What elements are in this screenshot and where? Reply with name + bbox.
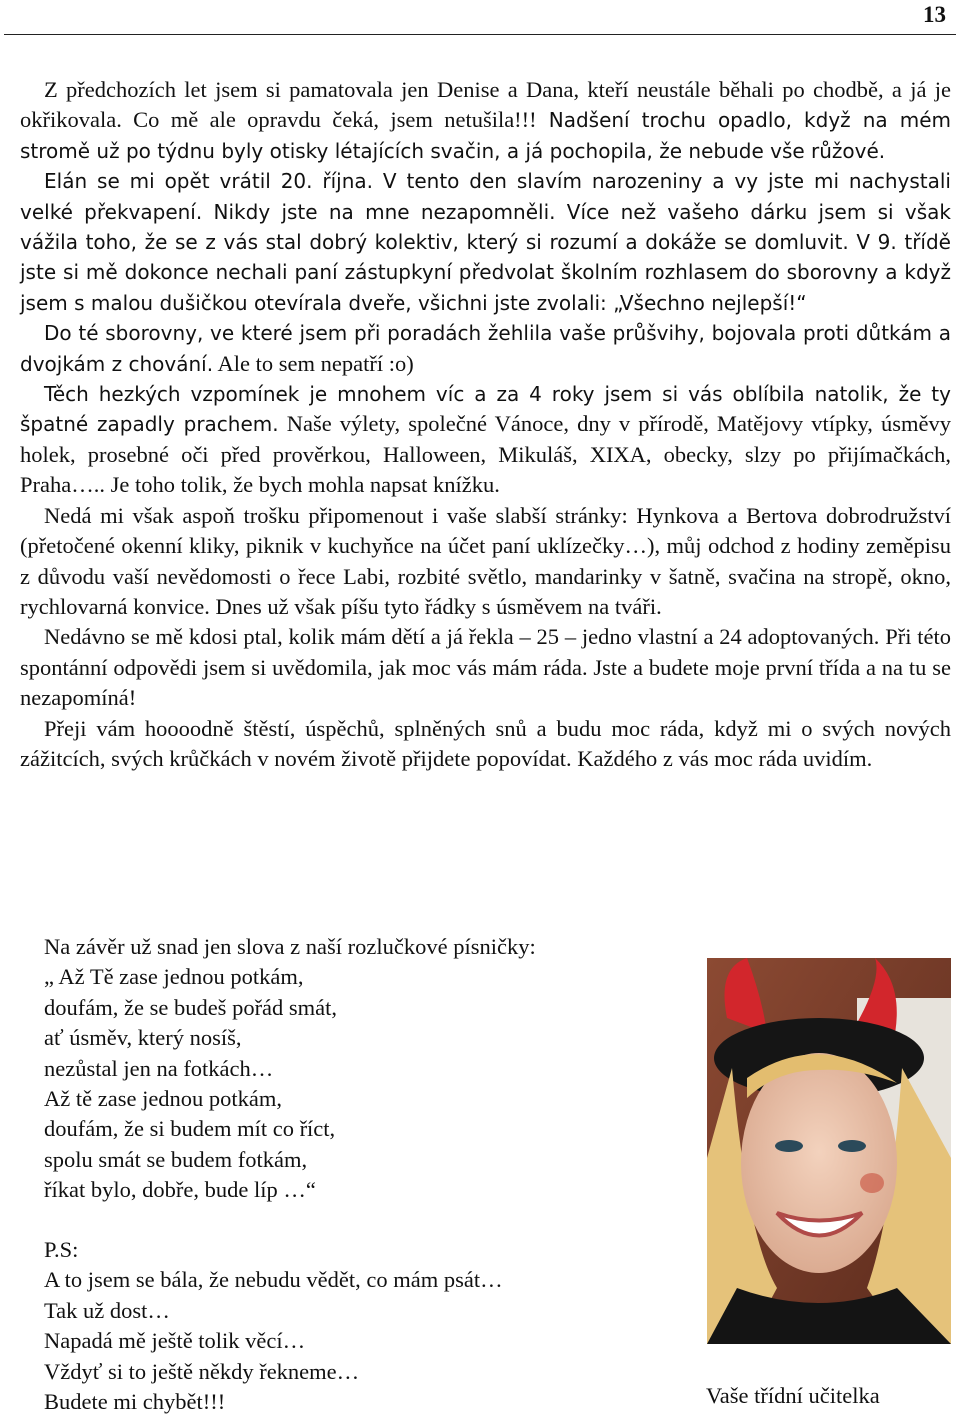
paragraph-segment: Do té sborovny, ve které jsem při poradách žehlila vaše průšvihy, bojovala proti důtkám a dvojkám z chování. (20, 321, 951, 376)
paragraph-segment: třídě jste si mě dokonce nechali paní zástupkyní předvolat školním rozhlasem do sborovny a když jsem s malou dušičkou otevírala dveře, všichni jste zvolali: „Všechno nejlepší!“ (20, 230, 951, 315)
paragraph (20, 75, 951, 166)
paragraph (20, 166, 951, 318)
song-line: „ Až Tě zase jednou potkám, (44, 964, 304, 990)
paragraph (20, 318, 951, 379)
paragraph-segment: Naše výlety, společné Vánoce, dny v přírodě, Matějovy vtípky, úsměvy holek, prosebné oči před prověrkou, Halloween, Mikuláš, XIXA, obecky, slzy po přijímačkách, Praha….. Je toho tolik, že bych mohla napsat knížku. (20, 411, 951, 498)
postscript-heading: P.S: (44, 1237, 79, 1262)
postscript-line: Budete mi chybět!!! (44, 1389, 226, 1415)
postscript-line: Napadá mě ještě tolik věcí… (44, 1328, 306, 1354)
song-line: spolu smát se budem fotkám, (44, 1146, 308, 1172)
song-lyrics (44, 932, 684, 1206)
postscript-line: A to jsem se bála, že nebudu vědět, co mám psát… (44, 1267, 503, 1293)
paragraph (20, 379, 951, 501)
paragraph-segment: Těch hezkých vzpomínek je mnohem víc a za 4 roky jsem si vás oblíbila natolik, že ty špatné zapadly prachem. (20, 382, 951, 437)
song-intro: Na závěr už snad jen slova z naší rozlučkové písničky: (44, 934, 536, 959)
paragraph-segment: Nedávno se mě kdosi ptal, kolik mám dětí a já řekla – 25 – jedno vlastní a 24 adoptovaných. Při této spontánní odpovědi jsem si uvědomila, jak moc vás mám ráda. Jste a budete moje první třída a na tu se nezapomíná! (20, 624, 951, 711)
paragraph-segment: Nedá mi však aspoň trošku připomenout i vaše slabší stránky: Hynkova a Bertova dobrodružství (přetočené okenní kliky, piknik v kuchyňce na účet paní uklízečky…), můj odchod z hodiny zeměpisu z důvodu vaší nevědomosti o řece Labi, rozbité světlo, mandarinky v šatně, svačina na stropě, okno, rychlovarná konvice. Dnes už však píšu tyto řádky s úsměvem na tváři. (20, 502, 951, 619)
paragraph (20, 501, 951, 623)
paragraph-segment: Elán se mi opět vrátil 20. října. V tento den slavím narozeniny a vy jste mi nachystali velké překvapení. Nikdy jste na mne nezapomněli. Více než vašeho dárku jsem si však vážila toho, že se z vás stal dobrý kolektiv, který si rozumí a dokáže se domluvit. V 9. (20, 169, 951, 255)
teacher-photo (707, 958, 951, 1344)
song-line: doufám, že si budem mít co říct, (44, 1116, 336, 1142)
postscript-line: Tak už dost… (44, 1297, 170, 1323)
header-rule (4, 34, 956, 35)
song-lines (44, 962, 684, 1205)
paragraph-segment: Z předchozích let jsem si pamatovala jen Denise a Dana, kteří neustále běhali po chodbě, a já je okřikovala. Co mě ale opravdu čeká, jsem netušila!!! (20, 77, 951, 133)
postscript (44, 1235, 503, 1417)
article-body (20, 75, 951, 774)
paragraph (20, 622, 951, 713)
song-line: říkat bylo, dobře, bude líp …“ (44, 1177, 316, 1203)
postscript-line: Vždyť si to ještě někdy řekneme… (44, 1358, 360, 1384)
paragraph-segment: Přeji vám hoooodně štěstí, úspěchů, splněných snů a budu moc ráda, když mi o svých nových zážitcích, svých krůčkách v novém životě přijdete popovídat. Každého z vás moc ráda uvidím. (20, 715, 951, 771)
song-line: Až tě zase jednou potkám, (44, 1086, 283, 1112)
page-header (0, 0, 960, 40)
signature-text: Vaše třídní učitelka (706, 1383, 880, 1408)
page-number: 13 (923, 2, 946, 27)
paragraph (20, 714, 951, 775)
paragraph-segment: Nadšení trochu opadlo, když na mém stromě už po týdnu byly otisky létajících svačin, a já pochopila, že nebude vše růžové. (20, 108, 951, 163)
paragraph-segment: Ale to sem nepatří :o) (213, 350, 414, 376)
song-line: nezůstal jen na fotkách… (44, 1055, 274, 1081)
teacher-photo-illustration (707, 958, 951, 1344)
song-line: doufám, že se budeš pořád smát, (44, 994, 338, 1020)
song-line: ať úsměv, který nosíš, (44, 1025, 242, 1051)
